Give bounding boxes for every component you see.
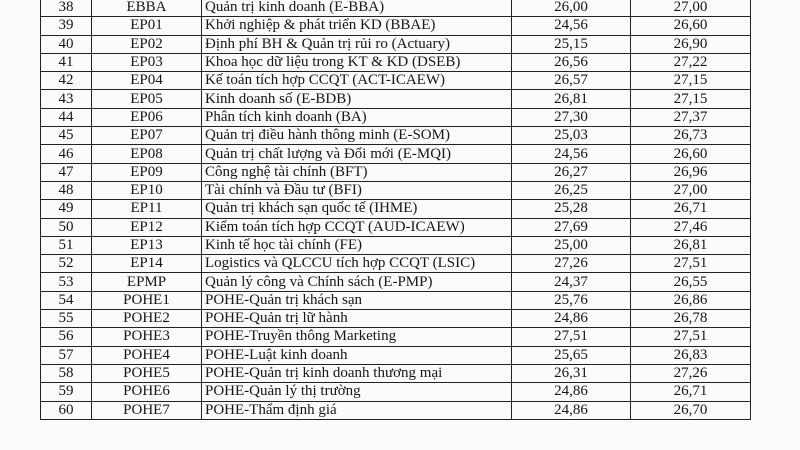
table-row: [41, 163, 751, 181]
row-number: 57: [41, 346, 92, 364]
table-row: [41, 255, 751, 273]
program-code: EP06: [92, 108, 202, 126]
score-2: 27,51: [631, 255, 751, 273]
program-code: EP05: [92, 90, 202, 108]
score-2: 26,78: [631, 310, 751, 328]
program-name: Logistics và QLCCU tích hợp CCQT (LSIC): [202, 255, 512, 273]
program-code: EP08: [92, 145, 202, 163]
table-row: [41, 53, 751, 71]
score-2: 26,73: [631, 127, 751, 145]
program-code: EP09: [92, 163, 202, 181]
program-name: Kinh tế học tài chính (FE): [202, 236, 512, 254]
score-2: 26,71: [631, 383, 751, 401]
program-code: EBBA: [92, 0, 202, 17]
program-name: Quản trị điều hành thông minh (E-SOM): [202, 127, 512, 145]
program-name: POHE-Luật kinh doanh: [202, 346, 512, 364]
program-name: Quản trị khách sạn quốc tế (IHME): [202, 200, 512, 218]
score-1: 25,65: [512, 346, 631, 364]
program-code: EP13: [92, 236, 202, 254]
row-number: 49: [41, 200, 92, 218]
score-1: 24,56: [512, 145, 631, 163]
score-1: 24,37: [512, 273, 631, 291]
row-number: 42: [41, 72, 92, 90]
program-code: EP02: [92, 35, 202, 53]
score-2: 26,86: [631, 291, 751, 309]
program-code: EP04: [92, 72, 202, 90]
score-2: 26,71: [631, 200, 751, 218]
score-2: 26,81: [631, 236, 751, 254]
table-row: [41, 181, 751, 199]
score-1: 25,15: [512, 35, 631, 53]
program-name: Kiểm toán tích hợp CCQT (AUD-ICAEW): [202, 218, 512, 236]
table-row: [41, 35, 751, 53]
program-name: POHE-Quản trị lữ hành: [202, 310, 512, 328]
table-row: [41, 145, 751, 163]
table-row: [41, 200, 751, 218]
row-number: 50: [41, 218, 92, 236]
table-row: [41, 72, 751, 90]
table-row: [41, 328, 751, 346]
table-row: [41, 108, 751, 126]
score-2: 26,60: [631, 17, 751, 35]
row-number: 44: [41, 108, 92, 126]
table-row: [41, 17, 751, 35]
table-row: [41, 236, 751, 254]
score-2: 27,15: [631, 90, 751, 108]
score-1: 24,86: [512, 401, 631, 419]
score-1: 26,00: [512, 0, 631, 17]
row-number: 46: [41, 145, 92, 163]
table-row: [41, 383, 751, 401]
row-number: 47: [41, 163, 92, 181]
row-number: 60: [41, 401, 92, 419]
program-code: EP11: [92, 200, 202, 218]
table-row: [41, 310, 751, 328]
row-number: 43: [41, 90, 92, 108]
program-name: Công nghệ tài chính (BFT): [202, 163, 512, 181]
program-name: Khoa học dữ liệu trong KT & KD (DSEB): [202, 53, 512, 71]
score-1: 26,57: [512, 72, 631, 90]
score-1: 27,26: [512, 255, 631, 273]
program-code: POHE2: [92, 310, 202, 328]
row-number: 41: [41, 53, 92, 71]
score-1: 26,25: [512, 181, 631, 199]
score-2: 27,22: [631, 53, 751, 71]
table-body: [41, 0, 751, 419]
score-2: 27,15: [631, 72, 751, 90]
table-row: [41, 0, 751, 17]
program-code: EP01: [92, 17, 202, 35]
table-row: [41, 291, 751, 309]
table-row: [41, 364, 751, 382]
program-name: Định phí BH & Quản trị rủi ro (Actuary): [202, 35, 512, 53]
score-2: 26,55: [631, 273, 751, 291]
row-number: 48: [41, 181, 92, 199]
program-code: POHE6: [92, 383, 202, 401]
score-1: 27,51: [512, 328, 631, 346]
program-code: EP14: [92, 255, 202, 273]
program-name: Quản trị chất lượng và Đổi mới (E-MQI): [202, 145, 512, 163]
program-code: POHE4: [92, 346, 202, 364]
score-1: 25,03: [512, 127, 631, 145]
row-number: 52: [41, 255, 92, 273]
program-name: Kinh doanh số (E-BDB): [202, 90, 512, 108]
row-number: 40: [41, 35, 92, 53]
score-1: 25,00: [512, 236, 631, 254]
score-1: 25,28: [512, 200, 631, 218]
row-number: 38: [41, 0, 92, 17]
program-name: POHE-Quản trị kinh doanh thương mại: [202, 364, 512, 382]
row-number: 53: [41, 273, 92, 291]
row-number: 55: [41, 310, 92, 328]
program-code: POHE3: [92, 328, 202, 346]
program-code: EP10: [92, 181, 202, 199]
score-2: 27,00: [631, 181, 751, 199]
program-code: EPMP: [92, 273, 202, 291]
program-name: Quản lý công và Chính sách (E-PMP): [202, 273, 512, 291]
program-name: Phân tích kinh doanh (BA): [202, 108, 512, 126]
program-name: Quản trị kinh doanh (E-BBA): [202, 0, 512, 17]
program-code: EP12: [92, 218, 202, 236]
program-name: Tài chính và Đầu tư (BFI): [202, 181, 512, 199]
score-2: 26,83: [631, 346, 751, 364]
program-name: POHE-Quản lý thị trường: [202, 383, 512, 401]
table-row: [41, 346, 751, 364]
row-number: 45: [41, 127, 92, 145]
program-code: EP07: [92, 127, 202, 145]
score-2: 27,51: [631, 328, 751, 346]
program-name: POHE-Truyền thông Marketing: [202, 328, 512, 346]
score-1: 27,30: [512, 108, 631, 126]
score-1: 26,27: [512, 163, 631, 181]
program-name: POHE-Thẩm định giá: [202, 401, 512, 419]
score-2: 26,60: [631, 145, 751, 163]
score-1: 24,56: [512, 17, 631, 35]
admission-scores-table: [40, 0, 751, 420]
score-2: 26,90: [631, 35, 751, 53]
program-name: Khởi nghiệp & phát triển KD (BBAE): [202, 17, 512, 35]
score-2: 26,70: [631, 401, 751, 419]
program-code: POHE5: [92, 364, 202, 382]
score-1: 25,76: [512, 291, 631, 309]
program-code: POHE1: [92, 291, 202, 309]
score-1: 26,31: [512, 364, 631, 382]
row-number: 54: [41, 291, 92, 309]
score-1: 26,56: [512, 53, 631, 71]
table-row: [41, 218, 751, 236]
program-name: POHE-Quản trị khách sạn: [202, 291, 512, 309]
row-number: 51: [41, 236, 92, 254]
row-number: 58: [41, 364, 92, 382]
row-number: 56: [41, 328, 92, 346]
table-row: [41, 127, 751, 145]
program-code: EP03: [92, 53, 202, 71]
program-code: POHE7: [92, 401, 202, 419]
score-1: 27,69: [512, 218, 631, 236]
score-2: 26,96: [631, 163, 751, 181]
row-number: 59: [41, 383, 92, 401]
program-name: Kế toán tích hợp CCQT (ACT-ICAEW): [202, 72, 512, 90]
score-2: 27,37: [631, 108, 751, 126]
score-2: 27,46: [631, 218, 751, 236]
table-row: [41, 90, 751, 108]
table-row: [41, 401, 751, 419]
table-row: [41, 273, 751, 291]
score-2: 27,26: [631, 364, 751, 382]
score-1: 24,86: [512, 310, 631, 328]
score-2: 27,00: [631, 0, 751, 17]
score-1: 24,86: [512, 383, 631, 401]
score-1: 26,81: [512, 90, 631, 108]
row-number: 39: [41, 17, 92, 35]
